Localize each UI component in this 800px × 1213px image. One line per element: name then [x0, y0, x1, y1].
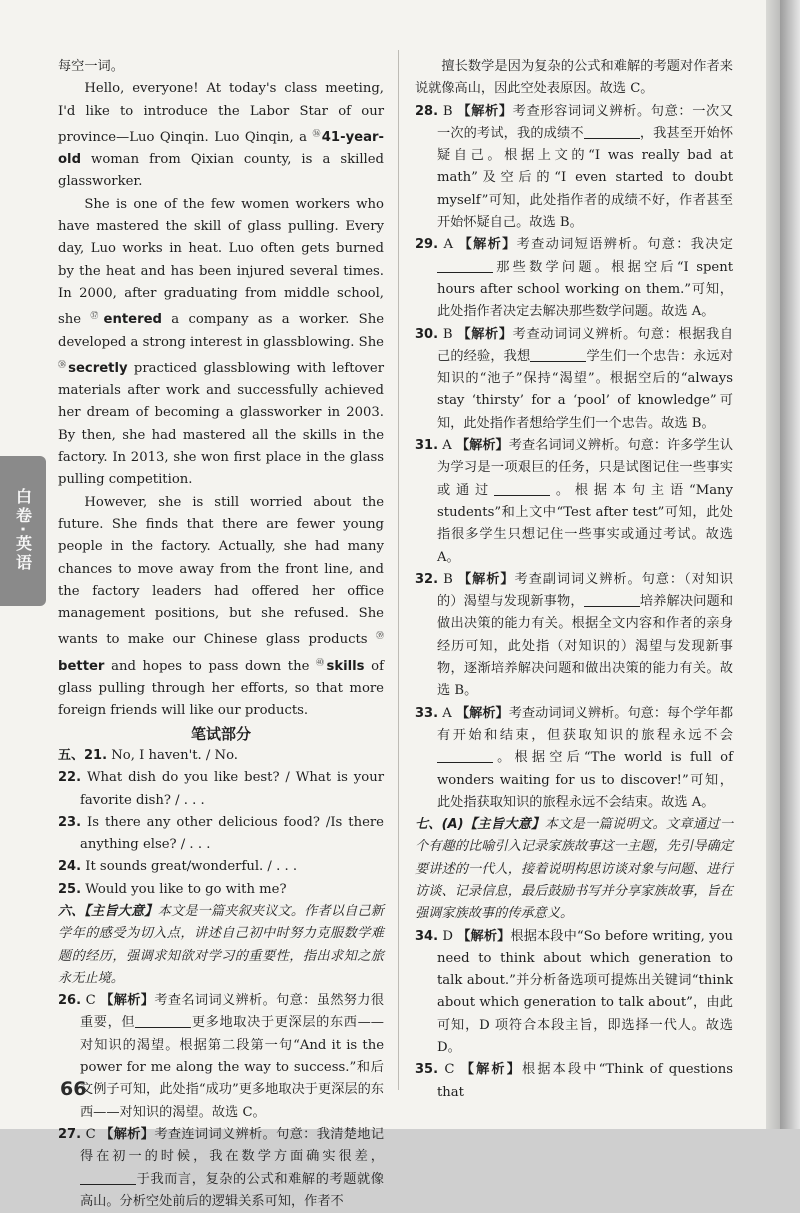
answer-item: 25. Would you like to go with me?	[58, 881, 287, 897]
explanation-item: 32. B 【解析】考查副词词义辨析。句意：（对知识的）渴望与发现新事物， 培养解决问题和做出决策的能力有关。根据全文内容和作者的亲身经历可知，此处指（对知识的）渴望与发现新事物，逐渐培养解决问题和做出决策的能力有关。故选 B。	[415, 571, 734, 699]
explanation-list	[415, 101, 733, 815]
explanation-item: 29. A 【解析】考查动词短语辨析。句意：我决定那些数学问题。根据空后“I spent hours after school working on them.”可知，此处指作者决定去解决那些数学问题。故选 A。	[415, 237, 733, 320]
intro-text: 每空一词。	[58, 59, 124, 74]
side-tab: 白卷·英语	[0, 456, 46, 606]
explanation-item: 28. B 【解析】考查形容词词义辨析。句意：一次又一次的考试，我的成绩不 ，我甚至开始怀疑自己。根据上文的“I was really bad at math”及空后的“I even started to doubt myself”可知，此处指作者的成绩不好，作者甚至开始怀疑自己。故选 B。	[415, 103, 734, 231]
passage-paragraph-1: Hello, everyone! At today's class meeting, I'd like to introduce the Labor Star of our province—Luo Qinqin. Luo Qinqin, a $^㊱$41-year-old woman from Qixian county, is a skilled glassworker.	[58, 81, 384, 190]
blank-number: ㊱	[312, 128, 322, 138]
passage-paragraph-2: She is one of the few women workers who have mastered the skill of glass pulling. Every day, Luo works in heat. Luo often gets burned by the heat and has been injured several times. In 2000, after graduating from middle school, she $^㊲$entered a company as a worker. She developed a strong interest in glassblowing. She $^㊳$secretly practiced glassblowing with leftover materials after work and successfully achieved her dream of becoming a glassworker in 2003. By then, she had mastered all the skills in the factory. In 2013, she won first place in the glass pulling competition.	[58, 196, 384, 488]
column-divider	[398, 50, 399, 1090]
explanation-35: 35. C 【解析】根据本段中“Think of questions that	[415, 1062, 733, 1100]
left-column	[58, 56, 384, 1213]
blank-line	[135, 1015, 191, 1028]
blank-number: ㊵	[316, 657, 327, 667]
explanation-item: 31. A 【解析】考查名词词义辨析。句意：许多学生认为学习是一项艰巨的任务，只是试图记住一些事实或通过 。根据本句主语“Many students”和上文中“Test after test”可知，此处指很多学生只想记住一些事实或通过考试。故选 A。	[415, 438, 734, 565]
blank-line	[437, 260, 493, 273]
answer-word: secretly	[68, 360, 128, 376]
passage-paragraph-3: However, she is still worried about the future. She finds that there are fewer young people in the factory. Actually, she had many chances to move away from the front line, and the factory leaders had offered her office management positions, but she refused. She wants to make our Chinese glass products $^㊴$better and hopes to pass down the $^㊵$skills of glass pulling through her efforts, so that more foreign friends will like our products.	[58, 494, 384, 719]
blank-number: ㊳	[58, 359, 69, 369]
blank-line	[437, 750, 493, 763]
explanation-34: 34. D 【解析】根据本段中“So before writing, you need to think about which generation to talk about.”并分析备选项可提炼出关键词“think about which generation to talk about”，由此可知，D 项符合本段主旨，即选择一代人。故选 D。	[415, 928, 734, 1056]
explanation-item: 30. B 【解析】考查动词词义辨析。句意：根据我自己的经验，我想 学生们一个忠告：永远对知识的“池子”保持“渴望”。根据空后的“always stay ‘thirsty’ for a ‘pool’ of knowledge”可知，此处指作者想给学生们一个忠告。故选 B。	[415, 326, 734, 431]
answer-word: 41-year-old	[58, 129, 384, 168]
page-edge	[766, 0, 780, 1129]
right-column	[415, 56, 733, 1104]
blank-number: ㊲	[90, 311, 104, 321]
section-heading: 笔试部分	[190, 724, 251, 743]
blank-line	[530, 349, 586, 362]
blank-line	[494, 483, 550, 496]
explanation-item: 33. A 【解析】考查动词词义辨析。句意：每个学年都有开始和结束，但获取知识的旅程永远不会。根据空后“The world is full of wonders waiting for us to discover!”可知，此处指获取知识的旅程永远不会结束。故选 A。	[415, 705, 734, 810]
blank-line	[584, 594, 640, 607]
answer-item: 23. Is there any other delicious food? /Is there anything else? / . . .	[58, 814, 384, 853]
page-number: 66	[60, 1078, 87, 1100]
book-spine-shadow	[780, 0, 800, 1129]
main-idea-6: 六、【主旨大意】本文是一篇夹叙夹议文。作者以自己新学年的感受为切入点，讲述自己初中时努力克服数学难题的经历，强调求知欲对学习的重要性，指出求知之旅永无止境。	[58, 903, 384, 986]
answer-word: skills	[326, 658, 365, 674]
main-idea-7a: 七、(A)【主旨大意】本文是一篇说明文。文章通过一个有趣的比喻引入记录家族故事这一主题，先引导确定要讲述的一代人，接着说明构思访谈对象与问题、进行访谈、记录信息，最后鼓励书写并分享家族故事，旨在强调家族故事的传承意义。	[415, 817, 734, 922]
answer-word: entered	[103, 312, 162, 328]
blank-line	[584, 126, 640, 139]
explanation-27-continued: 擅长数学是因为复杂的公式和难解的考题对作者来说就像高山，因此空处表原因。故选 C。	[415, 59, 733, 97]
answer-word: better	[58, 658, 105, 674]
explanation-27: 27. C 【解析】考查连词词义辨析。句意：我清楚地记得在初一的时候，我在数学方面确实很差，于我而言，复杂的公式和难解的考题就像高山。分析空处前后的逻辑关系可知，作者不	[58, 1126, 385, 1209]
answer-item: 22. What dish do you like best? / What is your favorite dish? / . . .	[58, 770, 384, 808]
answer-item: 五、21. No, I haven't. / No.	[58, 747, 238, 763]
blank-number: ㊴	[376, 631, 384, 641]
blank-line	[80, 1172, 136, 1185]
explanation-26: 26. C 【解析】考查名词词义辨析。句意：虽然努力很重要，但 更多地取决于更深层的东西——对知识的渴望。根据第二段第一句“And it is the power for me along the way to success.”和后文例子可知，此处指“成功”更多地取决于更深层的东西——对知识的渴望。故选 C。	[58, 993, 385, 1120]
answer-item: 24. It sounds great/wonderful. / . . .	[58, 859, 298, 875]
